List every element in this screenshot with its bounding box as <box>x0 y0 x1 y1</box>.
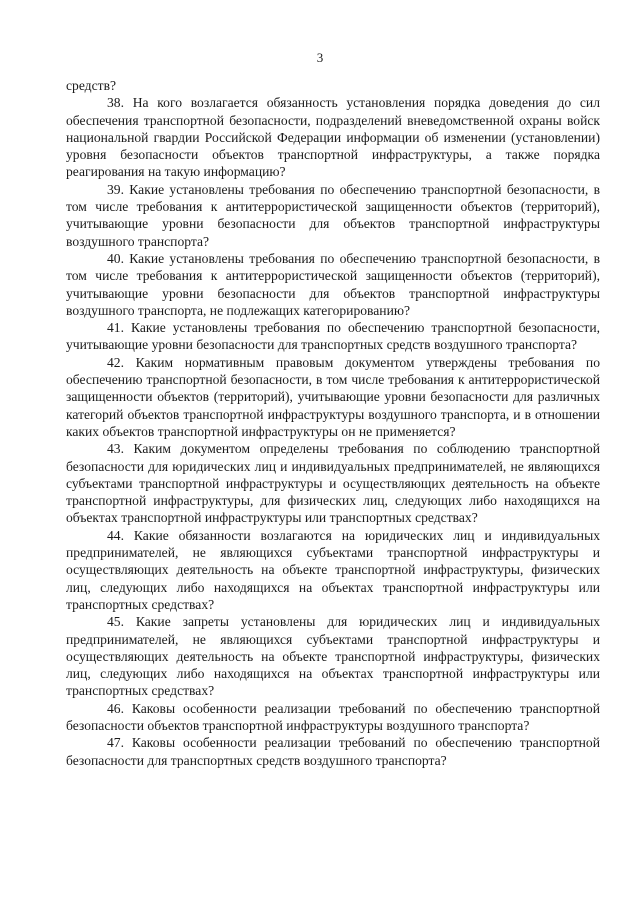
question-text: Какие установлены требования по обеспечению транспортной безопасности, в том числе требования к антитеррористической защищенности объектов (территорий), учитывающие уровни безопасности для объектов транспортной инфраструктуры воздушного транспорта? <box>66 181 600 249</box>
question-44 <box>66 527 600 613</box>
question-text: Каким документом определены требования по соблюдению транспортной безопасности для юридических лиц и индивидуальных предпринимателей, не являющихся субъектами транспортной инфраструктуры и осуществляющих деятельность на объекте транспортной инфраструктуры, для физических лиц, следующих либо находящихся на объектах транспортной инфраструктуры или транспортных средствах? <box>66 441 600 526</box>
question-43 <box>66 440 600 526</box>
question-number: 46. <box>107 700 124 716</box>
question-38 <box>66 94 600 180</box>
question-number: 42. <box>107 354 124 370</box>
question-text: На кого возлагается обязанность установления порядка доведения до сил обеспечения транспортной безопасности, подразделений вневедомственной охраны войск национальной гвардии Российской Федерации информации об изменении (установлении) уровня безопасности объектов транспортной инфраструктуры, а также порядка реагирования на такую информацию? <box>66 95 600 180</box>
question-text: Какие обязанности возлагаются на юридических лиц и индивидуальных предпринимателей, не являющихся субъектами транспортной инфраструктуры и осуществляющих деятельность на объекте транспортной инфраструктуры, физических лиц, следующих либо находящихся на объектах транспортной инфраструктуры или транспортных средствах? <box>66 527 600 612</box>
question-number: 40. <box>107 250 124 266</box>
question-number: 47. <box>107 735 124 751</box>
question-list <box>66 77 600 769</box>
question-text: Каковы особенности реализации требований по обеспечению транспортной безопасности объектов транспортной инфраструктуры воздушного транспорта? <box>66 700 600 733</box>
question-number: 41. <box>107 320 124 336</box>
question-46 <box>66 700 600 735</box>
question-text: Какие установлены требования по обеспечению транспортной безопасности, в том числе требования к антитеррористической защищенности объектов (территорий), учитывающие уровни безопасности для объектов транспортной инфраструктуры воздушного транспорта, не подлежащих категорированию? <box>66 250 600 318</box>
question-number: 45. <box>107 614 124 630</box>
question-47 <box>66 734 600 769</box>
question-40 <box>66 250 600 319</box>
page-number: 3 <box>316 50 324 65</box>
question-number: 38. <box>107 95 124 111</box>
question-42 <box>66 354 600 440</box>
question-number: 39. <box>107 181 124 197</box>
question-text: Какие запреты установлены для юридических лиц и индивидуальных предпринимателей, не являющихся субъектами транспортной инфраструктуры и осуществляющих деятельность на объекте транспортной инфраструктуры, физических лиц, следующих либо находящихся на объектах транспортной инфраструктуры или транспортных средствах? <box>66 614 600 699</box>
question-45 <box>66 613 600 699</box>
question-39 <box>66 181 600 250</box>
question-number: 43. <box>107 441 124 457</box>
question-text: Какие установлены требования по обеспечению транспортной безопасности, учитывающие уровни безопасности для транспортных средств воздушного транспорта? <box>66 320 600 353</box>
continued-fragment: средств? <box>66 78 117 93</box>
question-41 <box>66 319 600 354</box>
question-number: 44. <box>107 527 124 543</box>
question-text: Каким нормативным правовым документом утверждены требования по обеспечению транспортной безопасности, в том числе требования к антитеррористической защищенности объектов (территорий), учитывающие уровни безопасности для различных категорий объектов транспортной инфраструктуры воздушного транспорта, и в отношении каких объектов транспортной инфраструктуры он не применяется? <box>66 354 600 439</box>
question-text: Каковы особенности реализации требований по обеспечению транспортной безопасности для транспортных средств воздушного транспорта? <box>66 735 600 768</box>
